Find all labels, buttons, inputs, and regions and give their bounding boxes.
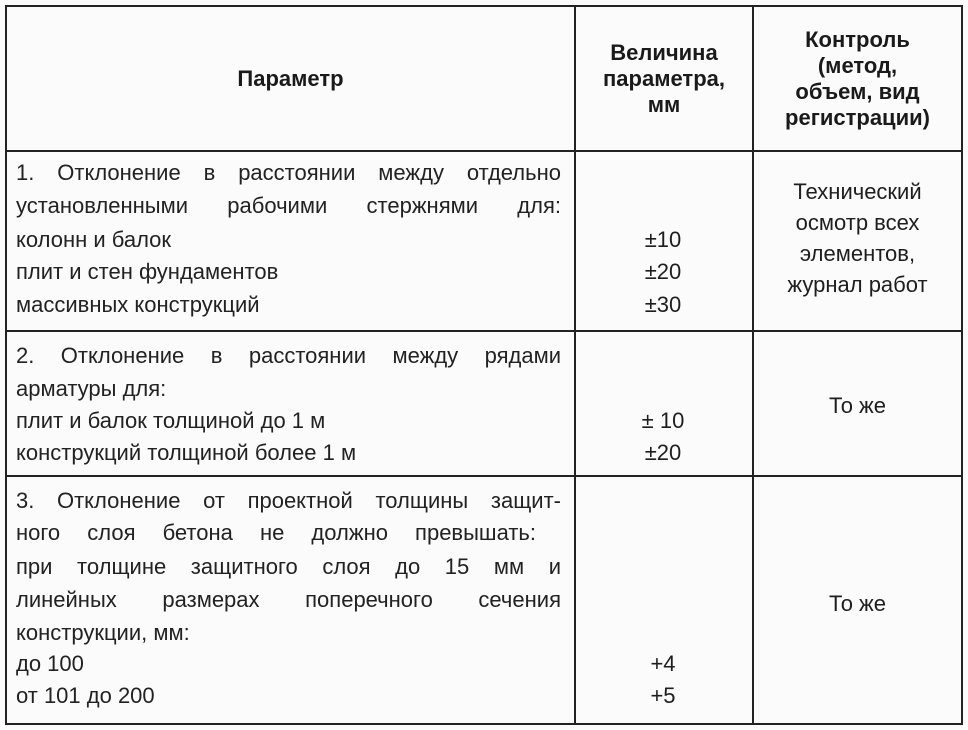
parameter-line: плит и балок толщиной до 1 м [16,408,326,433]
parameter-line: установленными рабочими стержнями для: [16,193,561,218]
row-2-control [754,390,961,421]
parameter-line: до 100 [16,651,84,676]
control-line: Технический [793,179,922,204]
parameter-line: 3. Отклонение от проектной толщины защит- [16,488,561,513]
parameter-line: 2. Отклонение в расстоянии между рядами [16,343,561,368]
row-2-value: ±20 [644,440,682,465]
header-value-line: Величина [610,39,718,65]
parameter-line: конструкций толщиной более 1 м [16,440,357,465]
row-1-value: ±30 [644,292,682,317]
control-line: элементов, [799,241,916,266]
row-3-value: +5 [650,683,676,708]
control-line: осмотр всех [795,210,920,235]
parameter-line: 1. Отклонение в расстоянии между отдельно [16,160,561,185]
row-3-control [754,588,961,619]
parameter-line: линейных размерах поперечного сечения [16,587,561,612]
parameter-line: при толщине защитного слоя до 15 мм и [16,554,561,579]
header-control-line: объем, вид [795,78,920,104]
parameter-line: арматуры для: [16,376,167,401]
table-border-right [961,5,963,725]
parameter-line: ного слоя бетона не должно превышать: [16,520,536,545]
row-1-control [754,176,961,300]
row-2-value: ± 10 [641,408,685,433]
row-3-value: +4 [650,651,676,676]
header-control [754,7,961,150]
parameter-line: конструкции, мм: [16,620,190,645]
header-value-line: мм [647,91,681,117]
control-line: То же [828,393,887,418]
header-parameter-label: Параметр [237,65,344,91]
control-line: журнал работ [787,272,928,297]
row-3-parameter [16,0,561,723]
header-value [576,7,752,150]
row-1-value: ±20 [644,259,682,284]
header-control-line: регистрации) [785,104,930,130]
parameter-line: от 101 до 200 [16,683,155,708]
parameter-line: плит и стен фундаментов [16,259,279,284]
parameter-line: колонн и балок [16,227,172,252]
header-control-line: (метод, [817,52,898,78]
header-value-line: параметра, [603,65,725,91]
table-border-bottom [5,723,963,725]
header-control-line: Контроль [805,26,910,52]
control-line: То же [828,591,887,616]
row-1-value: ±10 [644,227,682,252]
parameter-line: массивных конструкций [16,292,260,317]
